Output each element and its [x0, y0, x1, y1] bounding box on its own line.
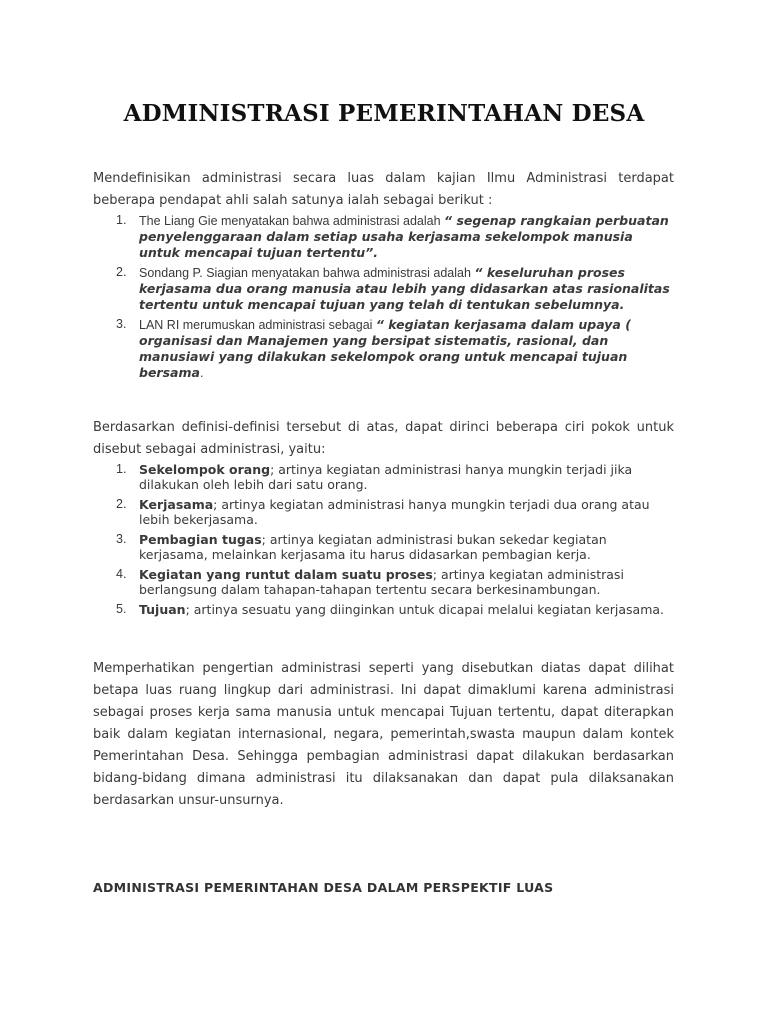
list-item: [93, 567, 674, 597]
definition-quote: “ segenap rangkaian perbuatan penyelenggaraan dalam setiap usaha kerjasama sekelompok manusia untuk mencapai tujuan tertentu”.: [139, 213, 669, 260]
list-item: [93, 532, 674, 562]
criteria-intro-paragraph: Berdasarkan definisi-definisi tersebut di atas, dapat dirinci beberapa ciri pokok untuk disebut sebagai administrasi, yaitu:: [93, 420, 674, 457]
list-item: [93, 497, 674, 527]
page-title: ADMINISTRASI PEMERINTAHAN DESA: [123, 100, 645, 127]
characteristic-description: ; artinya kegiatan administrasi bukan sekedar kegiatan kerjasama, melainkan kerjasama itu harus didasarkan pembagian kerja.: [139, 532, 607, 562]
list-item: [93, 317, 674, 381]
definitions-list: [93, 213, 674, 385]
list-number: 5.: [116, 602, 127, 616]
list-item: [93, 213, 674, 261]
list-number: 2.: [116, 265, 127, 279]
definition-source: The Liang Gie menyatakan bahwa administrasi adalah: [139, 214, 445, 228]
list-number: 1.: [116, 462, 127, 476]
intro-paragraph: Mendefinisikan administrasi secara luas dalam kajian Ilmu Administrasi terdapat beberapa pendapat ahli salah satunya ialah sebagai berikut :: [93, 171, 674, 208]
definition-quote: “ keseluruhan proses kerjasama dua orang manusia atau lebih yang didasarkan atas rasionalitas tertentu untuk mencapai tujuan yang telah di tentukan sebelumnya.: [139, 265, 670, 312]
characteristic-term: Kegiatan yang runtut dalam suatu proses: [139, 567, 433, 582]
definition-source: Sondang P. Siagian menyatakan bahwa administrasi adalah: [139, 266, 475, 280]
characteristic-description: ; artinya kegiatan administrasi hanya mungkin terjadi jika dilakukan oleh lebih dari satu orang.: [139, 462, 633, 492]
characteristic-term: Kerjasama: [139, 497, 214, 512]
characteristic-description: ; artinya sesuatu yang diinginkan untuk dicapai melalui kegiatan kerjasama.: [185, 602, 665, 617]
list-number: 3.: [116, 317, 127, 331]
list-item: [93, 265, 674, 313]
list-item: [93, 602, 674, 617]
characteristic-description: ; artinya kegiatan administrasi berlangsung dalam tahapan-tahapan tertentu secara berkesinambungan.: [139, 567, 624, 597]
definition-tail: .: [199, 366, 204, 380]
characteristics-list: [93, 462, 674, 622]
list-number: 4.: [116, 567, 127, 581]
characteristic-term: Sekelompok orang: [139, 462, 271, 477]
definition-source: LAN RI merumuskan administrasi sebagai: [139, 318, 376, 332]
list-number: 3.: [116, 532, 127, 546]
section-heading: ADMINISTRASI PEMERINTAHAN DESA DALAM PERSPEKTIF LUAS: [93, 880, 554, 895]
characteristic-term: Pembagian tugas: [139, 532, 262, 547]
list-number: 2.: [116, 497, 127, 511]
list-item: [93, 462, 674, 492]
definition-quote: “ kegiatan kerjasama dalam upaya ( organisasi dan Manajemen yang bersipat sistematis, rasional, dan manusiawi yang dilakukan sekelompok orang untuk mencapai tujuan bersama: [139, 317, 631, 380]
characteristic-term: Tujuan: [139, 602, 186, 617]
characteristic-description: ; artinya kegiatan administrasi hanya mungkin terjadi dua orang atau lebih bekerjasama.: [139, 497, 650, 527]
list-number: 1.: [116, 213, 127, 227]
scope-paragraph: Memperhatikan pengertian administrasi seperti yang disebutkan diatas dapat dilihat betapa luas ruang lingkup dari administrasi. Ini dapat dimaklumi karena administrasi sebagai proses kerja sama manusia untuk mencapai Tujuan tertentu, dapat diterapkan baik dalam kegiatan internasional, negara, pemerintah,swasta maupun dalam kontek Pemerintahan Desa. Sehingga pembagian administrasi dapat dilakukan berdasarkan bidang-bidang dimana administrasi itu dilaksanakan dan dapat pula dilaksanakan berdasarkan unsur-unsurnya.: [93, 661, 674, 808]
